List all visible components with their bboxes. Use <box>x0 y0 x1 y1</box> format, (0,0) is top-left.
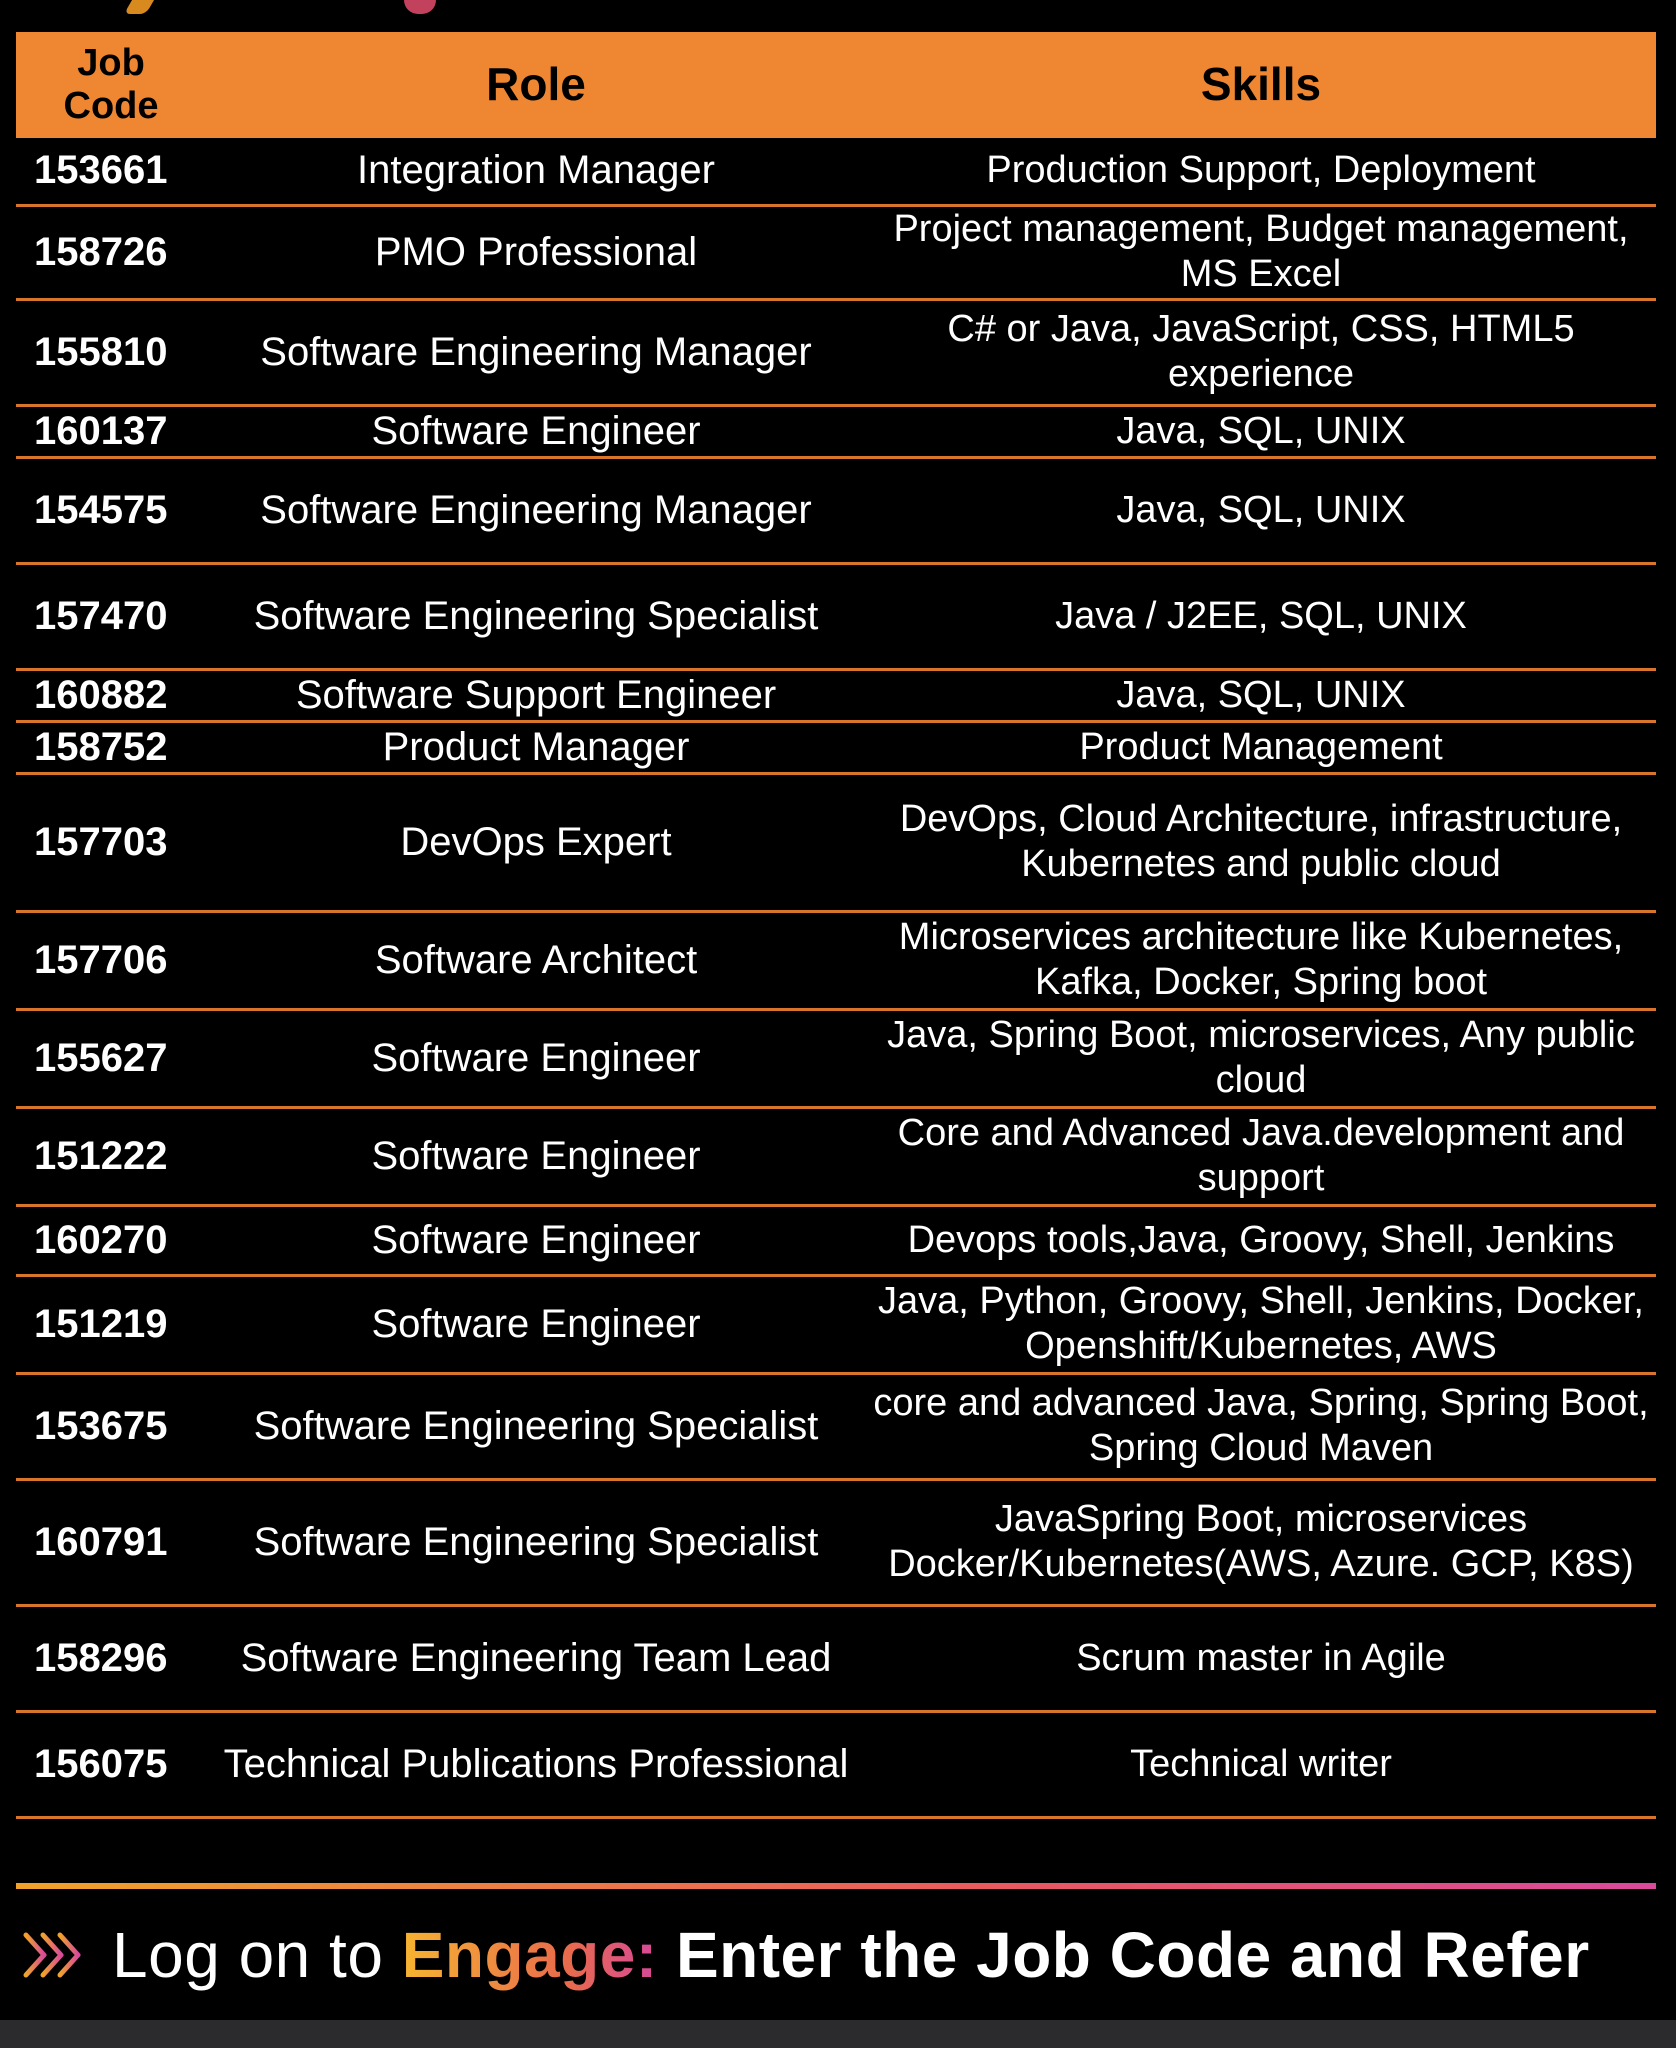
table-row <box>16 911 1656 1009</box>
role-cell: Software Engineering Manager <box>206 299 866 405</box>
skills-cell: Java, SQL, UNIX <box>866 457 1656 563</box>
table-row <box>16 669 1656 721</box>
header-skills: Skills <box>866 32 1656 138</box>
table-body <box>16 138 1656 1817</box>
table-row <box>16 1009 1656 1107</box>
triple-chevron-right-icon <box>22 1929 86 1981</box>
job-code-cell: 157703 <box>16 773 206 911</box>
role-cell: Software Engineer <box>206 1205 866 1275</box>
header-job-code-line2: Code <box>63 85 159 127</box>
job-code-cell: 151219 <box>16 1275 206 1373</box>
job-code-cell: 155810 <box>16 299 206 405</box>
table-row <box>16 563 1656 669</box>
header-role: Role <box>206 32 866 138</box>
table-row <box>16 1373 1656 1479</box>
table-row <box>16 1711 1656 1817</box>
table-row <box>16 1205 1656 1275</box>
job-code-cell: 156075 <box>16 1711 206 1817</box>
job-code-cell: 155627 <box>16 1009 206 1107</box>
job-code-cell: 158752 <box>16 721 206 773</box>
job-openings-table <box>16 32 1656 1819</box>
role-cell: Software Engineer <box>206 1107 866 1205</box>
role-cell: Software Engineering Specialist <box>206 1479 866 1605</box>
role-cell: Technical Publications Professional <box>206 1711 866 1817</box>
table-row <box>16 1275 1656 1373</box>
job-code-cell: 160137 <box>16 405 206 457</box>
skills-cell: DevOps, Cloud Architecture, infrastructure, Kubernetes and public cloud <box>866 773 1656 911</box>
role-cell: PMO Professional <box>206 205 866 299</box>
skills-cell: Java, Spring Boot, microservices, Any public cloud <box>866 1009 1656 1107</box>
bottom-bar <box>0 2020 1676 2048</box>
footer-text <box>112 1918 1590 1992</box>
skills-cell: Microservices architecture like Kubernetes, Kafka, Docker, Spring boot <box>866 911 1656 1009</box>
role-cell: Software Engineering Specialist <box>206 563 866 669</box>
top-strip <box>0 0 1676 30</box>
skills-cell: core and advanced Java, Spring, Spring Boot, Spring Cloud Maven <box>866 1373 1656 1479</box>
header-job-code-line1: Job <box>77 42 145 85</box>
skills-cell: Production Support, Deployment <box>866 138 1656 205</box>
table-row <box>16 721 1656 773</box>
table-row <box>16 1605 1656 1711</box>
table-row <box>16 1107 1656 1205</box>
job-code-cell: 153661 <box>16 138 206 205</box>
skills-cell: Devops tools,Java, Groovy, Shell, Jenkins <box>866 1205 1656 1275</box>
skills-cell: Java / J2EE, SQL, UNIX <box>866 563 1656 669</box>
role-cell: Software Engineer <box>206 405 866 457</box>
footer-banner <box>16 1900 1656 2010</box>
job-code-cell: 157470 <box>16 563 206 669</box>
role-cell: Software Engineering Specialist <box>206 1373 866 1479</box>
table-row <box>16 205 1656 299</box>
header-row <box>16 32 1656 138</box>
job-code-cell: 157706 <box>16 911 206 1009</box>
role-cell: DevOps Expert <box>206 773 866 911</box>
logo-fragment-right <box>404 0 436 14</box>
table-row <box>16 299 1656 405</box>
skills-cell: Product Management <box>866 721 1656 773</box>
job-code-cell: 158296 <box>16 1605 206 1711</box>
footer-cta: Enter the Job Code and Refer <box>657 1919 1590 1991</box>
job-code-cell: 153675 <box>16 1373 206 1479</box>
header-job-code <box>16 32 206 138</box>
role-cell: Software Engineer <box>206 1009 866 1107</box>
table-header <box>16 32 1656 138</box>
role-cell: Software Support Engineer <box>206 669 866 721</box>
logo-fragment-left <box>124 0 154 14</box>
skills-cell: Project management, Budget management, MS Excel <box>866 205 1656 299</box>
footer-brand: Engage: <box>401 1919 658 1991</box>
job-code-cell: 160791 <box>16 1479 206 1605</box>
skills-cell: Java, SQL, UNIX <box>866 669 1656 721</box>
footer-lead: Log on to <box>112 1919 402 1991</box>
role-cell: Software Architect <box>206 911 866 1009</box>
table-row <box>16 457 1656 563</box>
skills-cell: Java, SQL, UNIX <box>866 405 1656 457</box>
table-row <box>16 405 1656 457</box>
role-cell: Software Engineering Manager <box>206 457 866 563</box>
job-code-cell: 158726 <box>16 205 206 299</box>
job-code-cell: 151222 <box>16 1107 206 1205</box>
skills-cell: Scrum master in Agile <box>866 1605 1656 1711</box>
role-cell: Software Engineer <box>206 1275 866 1373</box>
job-code-cell: 160882 <box>16 669 206 721</box>
table-row <box>16 138 1656 205</box>
skills-cell: JavaSpring Boot, microservices Docker/Kubernetes(AWS, Azure. GCP, K8S) <box>866 1479 1656 1605</box>
footer-divider <box>16 1883 1656 1889</box>
skills-cell: Core and Advanced Java.development and support <box>866 1107 1656 1205</box>
role-cell: Software Engineering Team Lead <box>206 1605 866 1711</box>
role-cell: Product Manager <box>206 721 866 773</box>
table-row <box>16 773 1656 911</box>
role-cell: Integration Manager <box>206 138 866 205</box>
job-code-cell: 154575 <box>16 457 206 563</box>
skills-cell: C# or Java, JavaScript, CSS, HTML5 experience <box>866 299 1656 405</box>
job-code-cell: 160270 <box>16 1205 206 1275</box>
skills-cell: Java, Python, Groovy, Shell, Jenkins, Docker, Openshift/Kubernetes, AWS <box>866 1275 1656 1373</box>
table-row <box>16 1479 1656 1605</box>
skills-cell: Technical writer <box>866 1711 1656 1817</box>
